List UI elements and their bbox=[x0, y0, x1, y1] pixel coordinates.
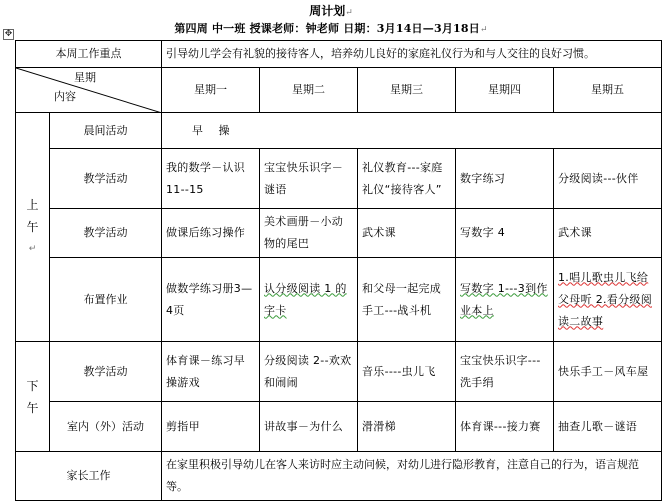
plan-subtitle: 第四周 中一班 授课老师：钟老师 日期：3月14日—3月18日↵ bbox=[174, 22, 488, 35]
parent-row bbox=[16, 452, 662, 501]
teach1-tue: 宝宝快乐识字－谜语 bbox=[260, 149, 358, 209]
teach1-fri: 分级阅读---伙伴 bbox=[554, 149, 662, 209]
indoor-row bbox=[16, 402, 662, 452]
teach3-mon: 体育课－练习早操游戏 bbox=[162, 342, 260, 402]
indoor-wed: 滑滑梯 bbox=[358, 402, 456, 452]
focus-label: 本周工作重点 bbox=[16, 41, 162, 68]
homework-mon: 做数学练习册3—4页 bbox=[162, 258, 260, 342]
teach1-wed: 礼仪教育---家庭礼仪“接待客人” bbox=[358, 149, 456, 209]
day-header-mon: 星期一 bbox=[162, 68, 260, 113]
row-label-indoor: 室内（外）活动 bbox=[50, 402, 162, 452]
teach2-thu: 写数字 4 bbox=[456, 209, 554, 258]
homework-thu: 写数字 1---3到作业本上 bbox=[456, 258, 554, 342]
teach3-thu: 宝宝快乐识字---洗手绢 bbox=[456, 342, 554, 402]
teach2-tue: 美术画册－小动物的尾巴 bbox=[260, 209, 358, 258]
focus-text: 引导幼儿学会有礼貌的接待客人，培养幼儿良好的家庭礼仪行为和与人交往的良好习惯。 bbox=[162, 41, 662, 68]
homework-row bbox=[16, 258, 662, 342]
day-header-tue: 星期二 bbox=[260, 68, 358, 113]
row-label-teach3: 教学活动 bbox=[50, 342, 162, 402]
homework-tue: 认分级阅读 1 的字卡 bbox=[260, 258, 358, 342]
day-header-thu: 星期四 bbox=[456, 68, 554, 113]
homework-fri: 1.唱儿歌虫儿飞给父母听 2.看分级阅读二故事 bbox=[554, 258, 662, 342]
teach1-mon: 我的数学－认识 11--15 bbox=[162, 149, 260, 209]
indoor-fri: 抽查儿歌－谜语 bbox=[554, 402, 662, 452]
teach1-row bbox=[16, 149, 662, 209]
row-label-teach2: 教学活动 bbox=[50, 209, 162, 258]
weekly-plan-table bbox=[15, 40, 662, 501]
page-title: 周计划↵ bbox=[309, 4, 353, 18]
teach2-mon: 做课后练习操作 bbox=[162, 209, 260, 258]
indoor-tue: 讲故事－为什么 bbox=[260, 402, 358, 452]
teach3-tue: 分级阅读 2--欢欢和闹闹 bbox=[260, 342, 358, 402]
teach3-row bbox=[16, 342, 662, 402]
morning-side-label: 上 午 ↵ bbox=[16, 113, 50, 342]
parent-label: 家长工作 bbox=[16, 452, 162, 501]
diag-label-content: 内容 bbox=[54, 90, 76, 103]
teach2-row bbox=[16, 209, 662, 258]
diag-label-weekday: 星期 bbox=[74, 71, 96, 84]
homework-wed: 和父母一起完成手工---战斗机 bbox=[358, 258, 456, 342]
day-header-fri: 星期五 bbox=[554, 68, 662, 113]
teach3-wed: 音乐----虫儿飞 bbox=[358, 342, 456, 402]
parent-text: 在家里积极引导幼儿在客人来访时应主动问候，对幼儿进行隐形教育，注意自己的行为，语言规范等。 bbox=[162, 452, 662, 501]
morning-content: 早 操 bbox=[162, 113, 662, 149]
morning-row bbox=[16, 113, 662, 149]
day-header-wed: 星期三 bbox=[358, 68, 456, 113]
row-label-homework: 布置作业 bbox=[50, 258, 162, 342]
focus-row bbox=[16, 41, 662, 68]
teach2-fri: 武术课 bbox=[554, 209, 662, 258]
table-move-handle-icon[interactable]: ✥ bbox=[4, 29, 13, 39]
row-label-morning: 晨间活动 bbox=[50, 113, 162, 149]
afternoon-side-label: 下 午 bbox=[16, 342, 50, 452]
teach2-wed: 武术课 bbox=[358, 209, 456, 258]
teach3-fri: 快乐手工－风车屋 bbox=[554, 342, 662, 402]
indoor-thu: 体育课---接力赛 bbox=[456, 402, 554, 452]
diagonal-header-cell bbox=[16, 68, 162, 113]
teach1-thu: 数字练习 bbox=[456, 149, 554, 209]
indoor-mon: 剪指甲 bbox=[162, 402, 260, 452]
row-label-teach1: 教学活动 bbox=[50, 149, 162, 209]
header-row bbox=[16, 68, 662, 113]
